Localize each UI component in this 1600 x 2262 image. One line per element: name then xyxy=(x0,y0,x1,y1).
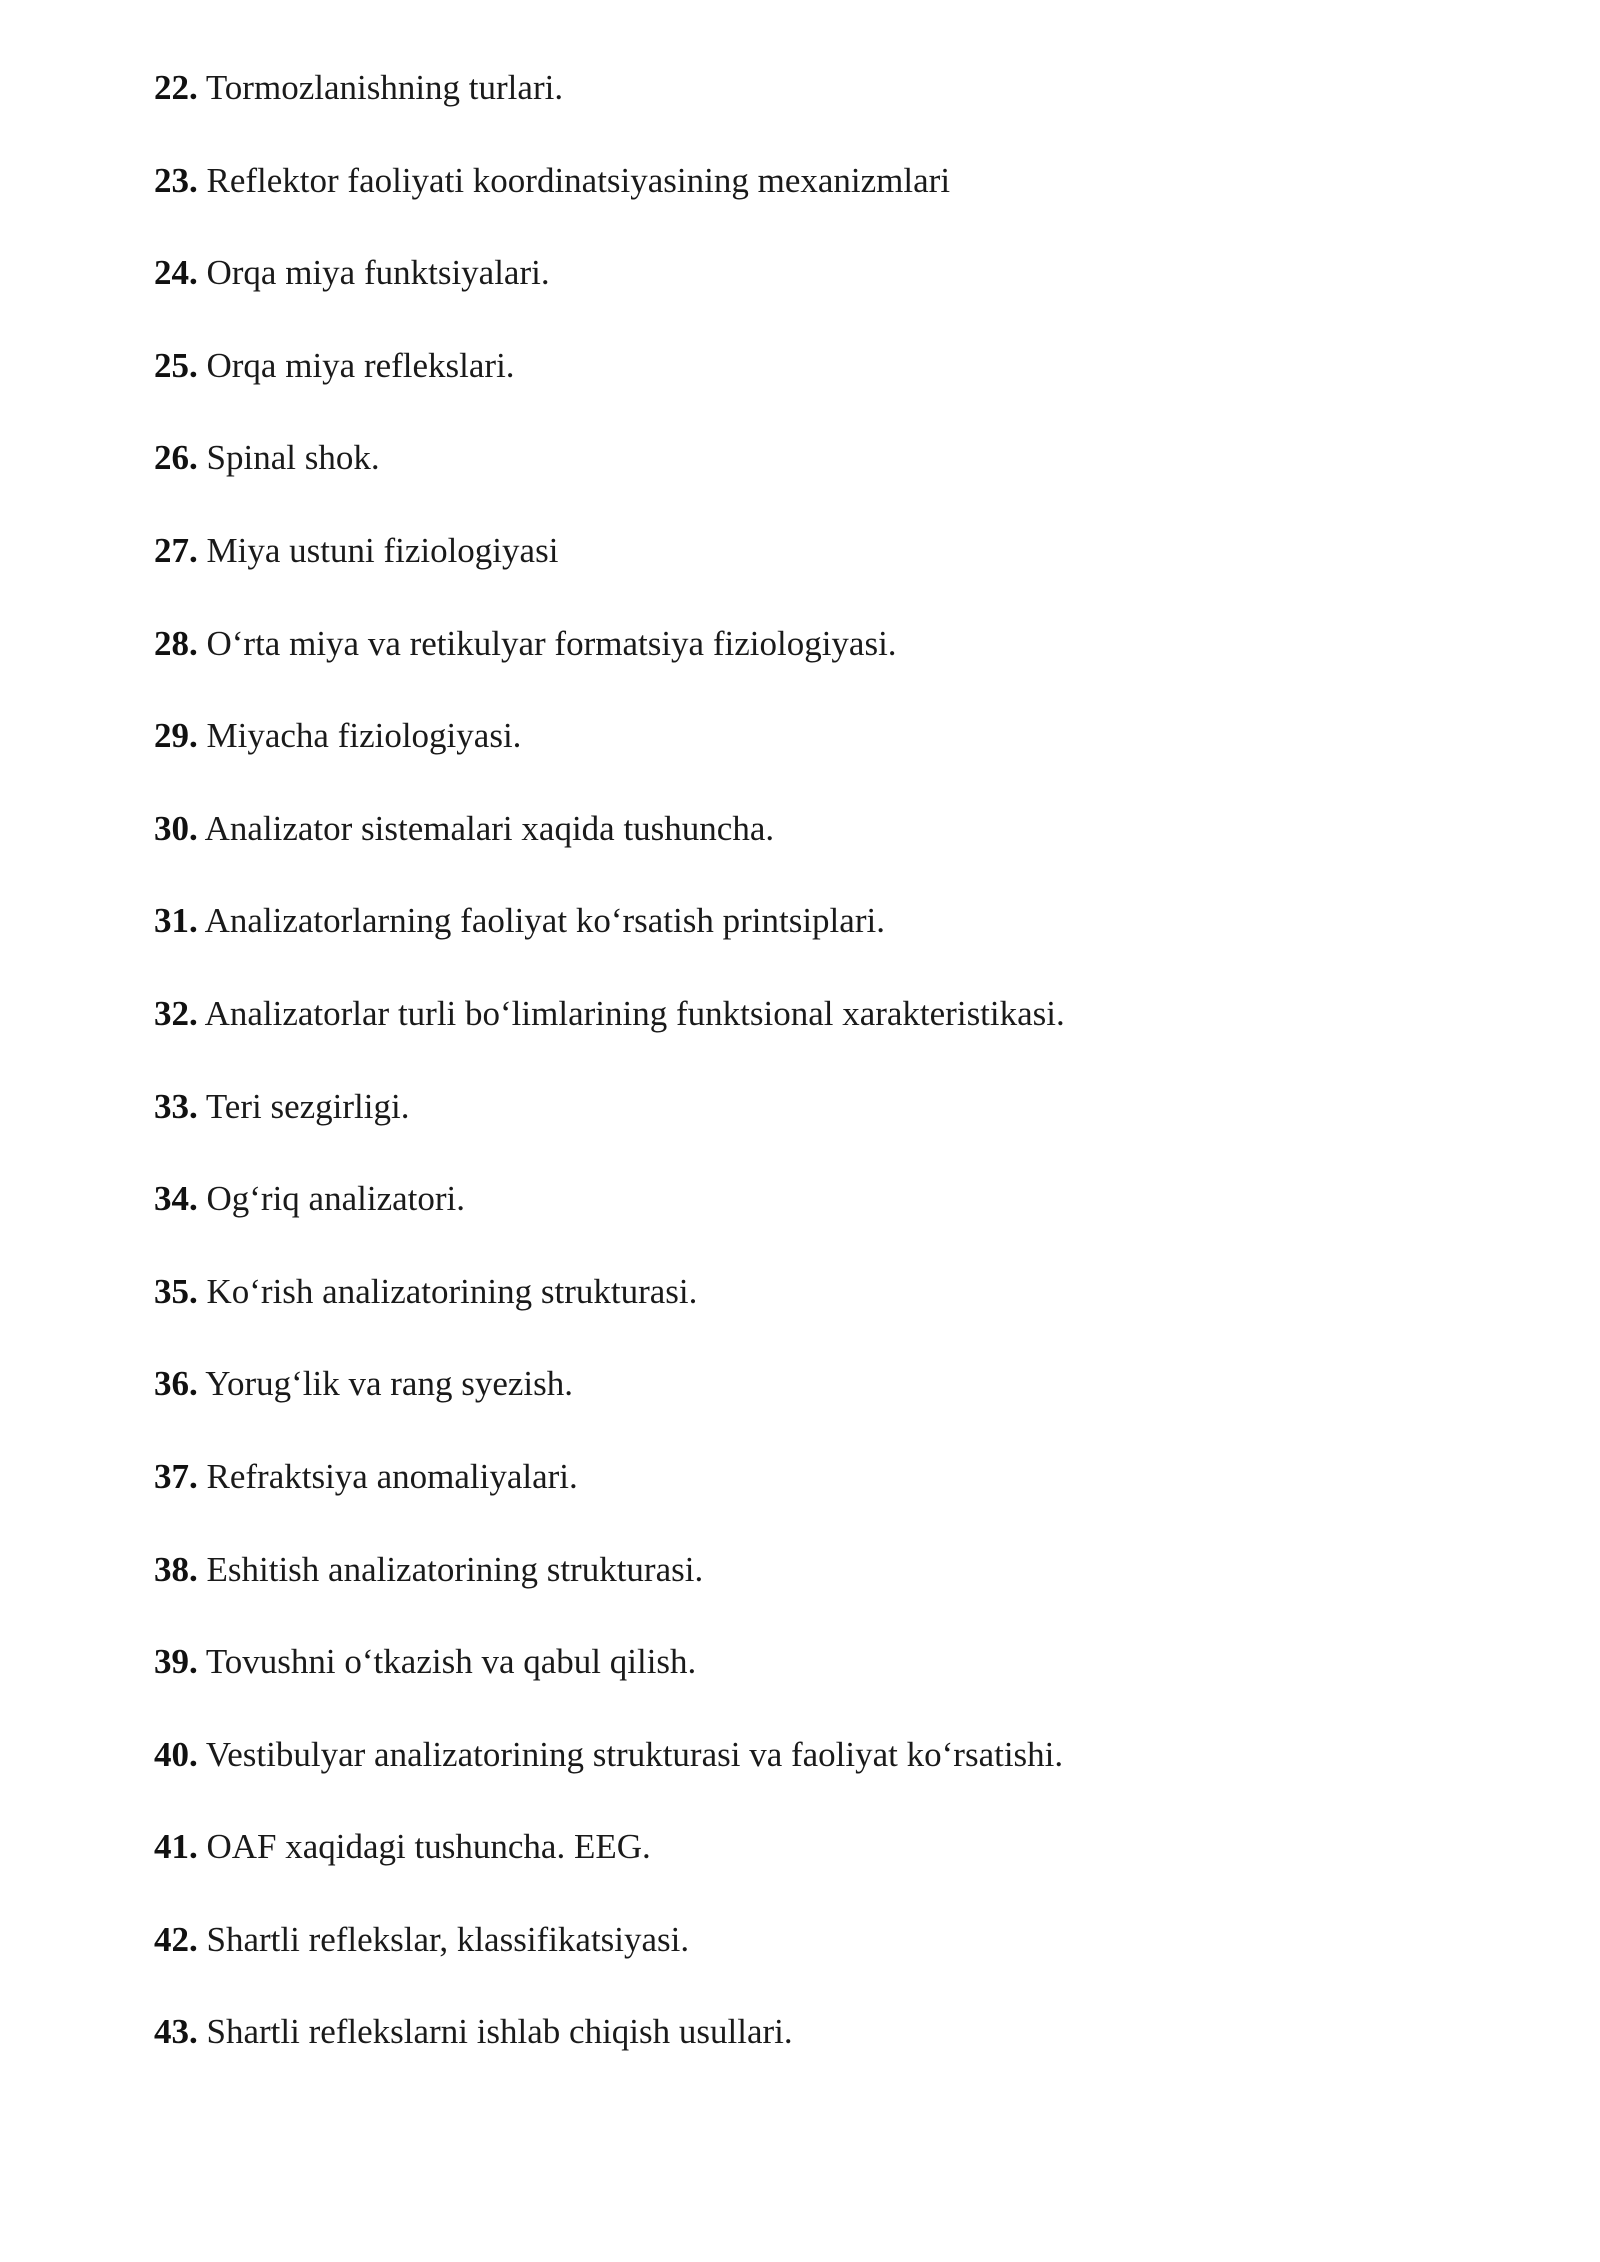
question-list xyxy=(154,68,1454,2105)
list-item xyxy=(154,2012,1454,2105)
item-number: 36. xyxy=(154,1364,198,1404)
item-text: Miya ustuni fiziologiyasi xyxy=(206,530,559,570)
item-number: 25. xyxy=(154,345,198,385)
item-number: 28. xyxy=(154,623,198,663)
item-text: Eshitish analizatorining strukturasi. xyxy=(206,1549,704,1589)
list-item xyxy=(154,1179,1454,1272)
item-text: Vestibulyar analizatorining strukturasi va faoliyat ko‘rsatishi. xyxy=(205,1734,1064,1774)
item-number: 26. xyxy=(154,438,198,478)
item-number: 40. xyxy=(154,1734,198,1774)
item-text: Analizatorlarning faoliyat ko‘rsatish printsiplari. xyxy=(204,901,885,941)
item-number: 35. xyxy=(154,1271,198,1311)
item-text: Tovushni o‘tkazish va qabul qilish. xyxy=(205,1642,697,1682)
item-number: 41. xyxy=(154,1827,198,1867)
item-number: 23. xyxy=(154,160,198,200)
item-number: 31. xyxy=(154,901,198,941)
item-text: Orqa miya reflekslari. xyxy=(206,345,515,385)
list-item xyxy=(154,253,1454,346)
item-text: Analizator sistemalari xaqida tushuncha. xyxy=(204,808,775,848)
item-number: 24. xyxy=(154,253,198,293)
list-item xyxy=(154,1457,1454,1550)
item-number: 27. xyxy=(154,530,198,570)
item-number: 38. xyxy=(154,1549,198,1589)
item-text: Refraktsiya anomaliyalari. xyxy=(206,1456,578,1496)
item-text: Shartli reflekslar, klassifikatsiyasi. xyxy=(206,1919,690,1959)
list-item xyxy=(154,346,1454,439)
item-number: 30. xyxy=(154,808,198,848)
list-item xyxy=(154,438,1454,531)
list-item xyxy=(154,161,1454,254)
item-text: Shartli reflekslarni ishlab chiqish usullari. xyxy=(206,2012,793,2052)
item-number: 42. xyxy=(154,1919,198,1959)
item-text: Teri sezgirligi. xyxy=(205,1086,410,1126)
list-item xyxy=(154,809,1454,902)
list-item xyxy=(154,68,1454,161)
item-text: Spinal shok. xyxy=(206,438,380,478)
item-text: Analizatorlar turli bo‘limlarining funktsional xarakteristikasi. xyxy=(204,993,1065,1033)
item-text: Orqa miya funktsiyalari. xyxy=(206,253,550,293)
item-text: Miyacha fiziologiyasi. xyxy=(206,716,522,756)
list-item xyxy=(154,1364,1454,1457)
item-text: Yorug‘lik va rang syezish. xyxy=(205,1364,573,1404)
item-number: 34. xyxy=(154,1179,198,1219)
item-number: 32. xyxy=(154,993,198,1033)
item-text: O‘rta miya va retikulyar formatsiya fiziologiyasi. xyxy=(206,623,897,663)
list-item xyxy=(154,1550,1454,1643)
list-item xyxy=(154,716,1454,809)
item-number: 39. xyxy=(154,1642,198,1682)
list-item xyxy=(154,1642,1454,1735)
item-text: Ko‘rish analizatorining strukturasi. xyxy=(206,1271,698,1311)
item-number: 22. xyxy=(154,68,198,107)
list-item xyxy=(154,1920,1454,2013)
list-item xyxy=(154,1087,1454,1180)
item-number: 29. xyxy=(154,716,198,756)
list-item xyxy=(154,1735,1454,1828)
list-item xyxy=(154,624,1454,717)
item-text: Reflektor faoliyati koordinatsiyasining mexanizmlari xyxy=(206,160,951,200)
item-number: 37. xyxy=(154,1456,198,1496)
list-item xyxy=(154,1827,1454,1920)
item-text: Tormozlanishning turlari. xyxy=(205,68,564,107)
item-number: 33. xyxy=(154,1086,198,1126)
list-item xyxy=(154,1272,1454,1365)
item-text: OAF xaqidagi tushuncha. EEG. xyxy=(206,1827,651,1867)
item-number: 43. xyxy=(154,2012,198,2052)
list-item xyxy=(154,531,1454,624)
list-item xyxy=(154,994,1454,1087)
item-text: Og‘riq analizatori. xyxy=(206,1179,466,1219)
list-item xyxy=(154,901,1454,994)
